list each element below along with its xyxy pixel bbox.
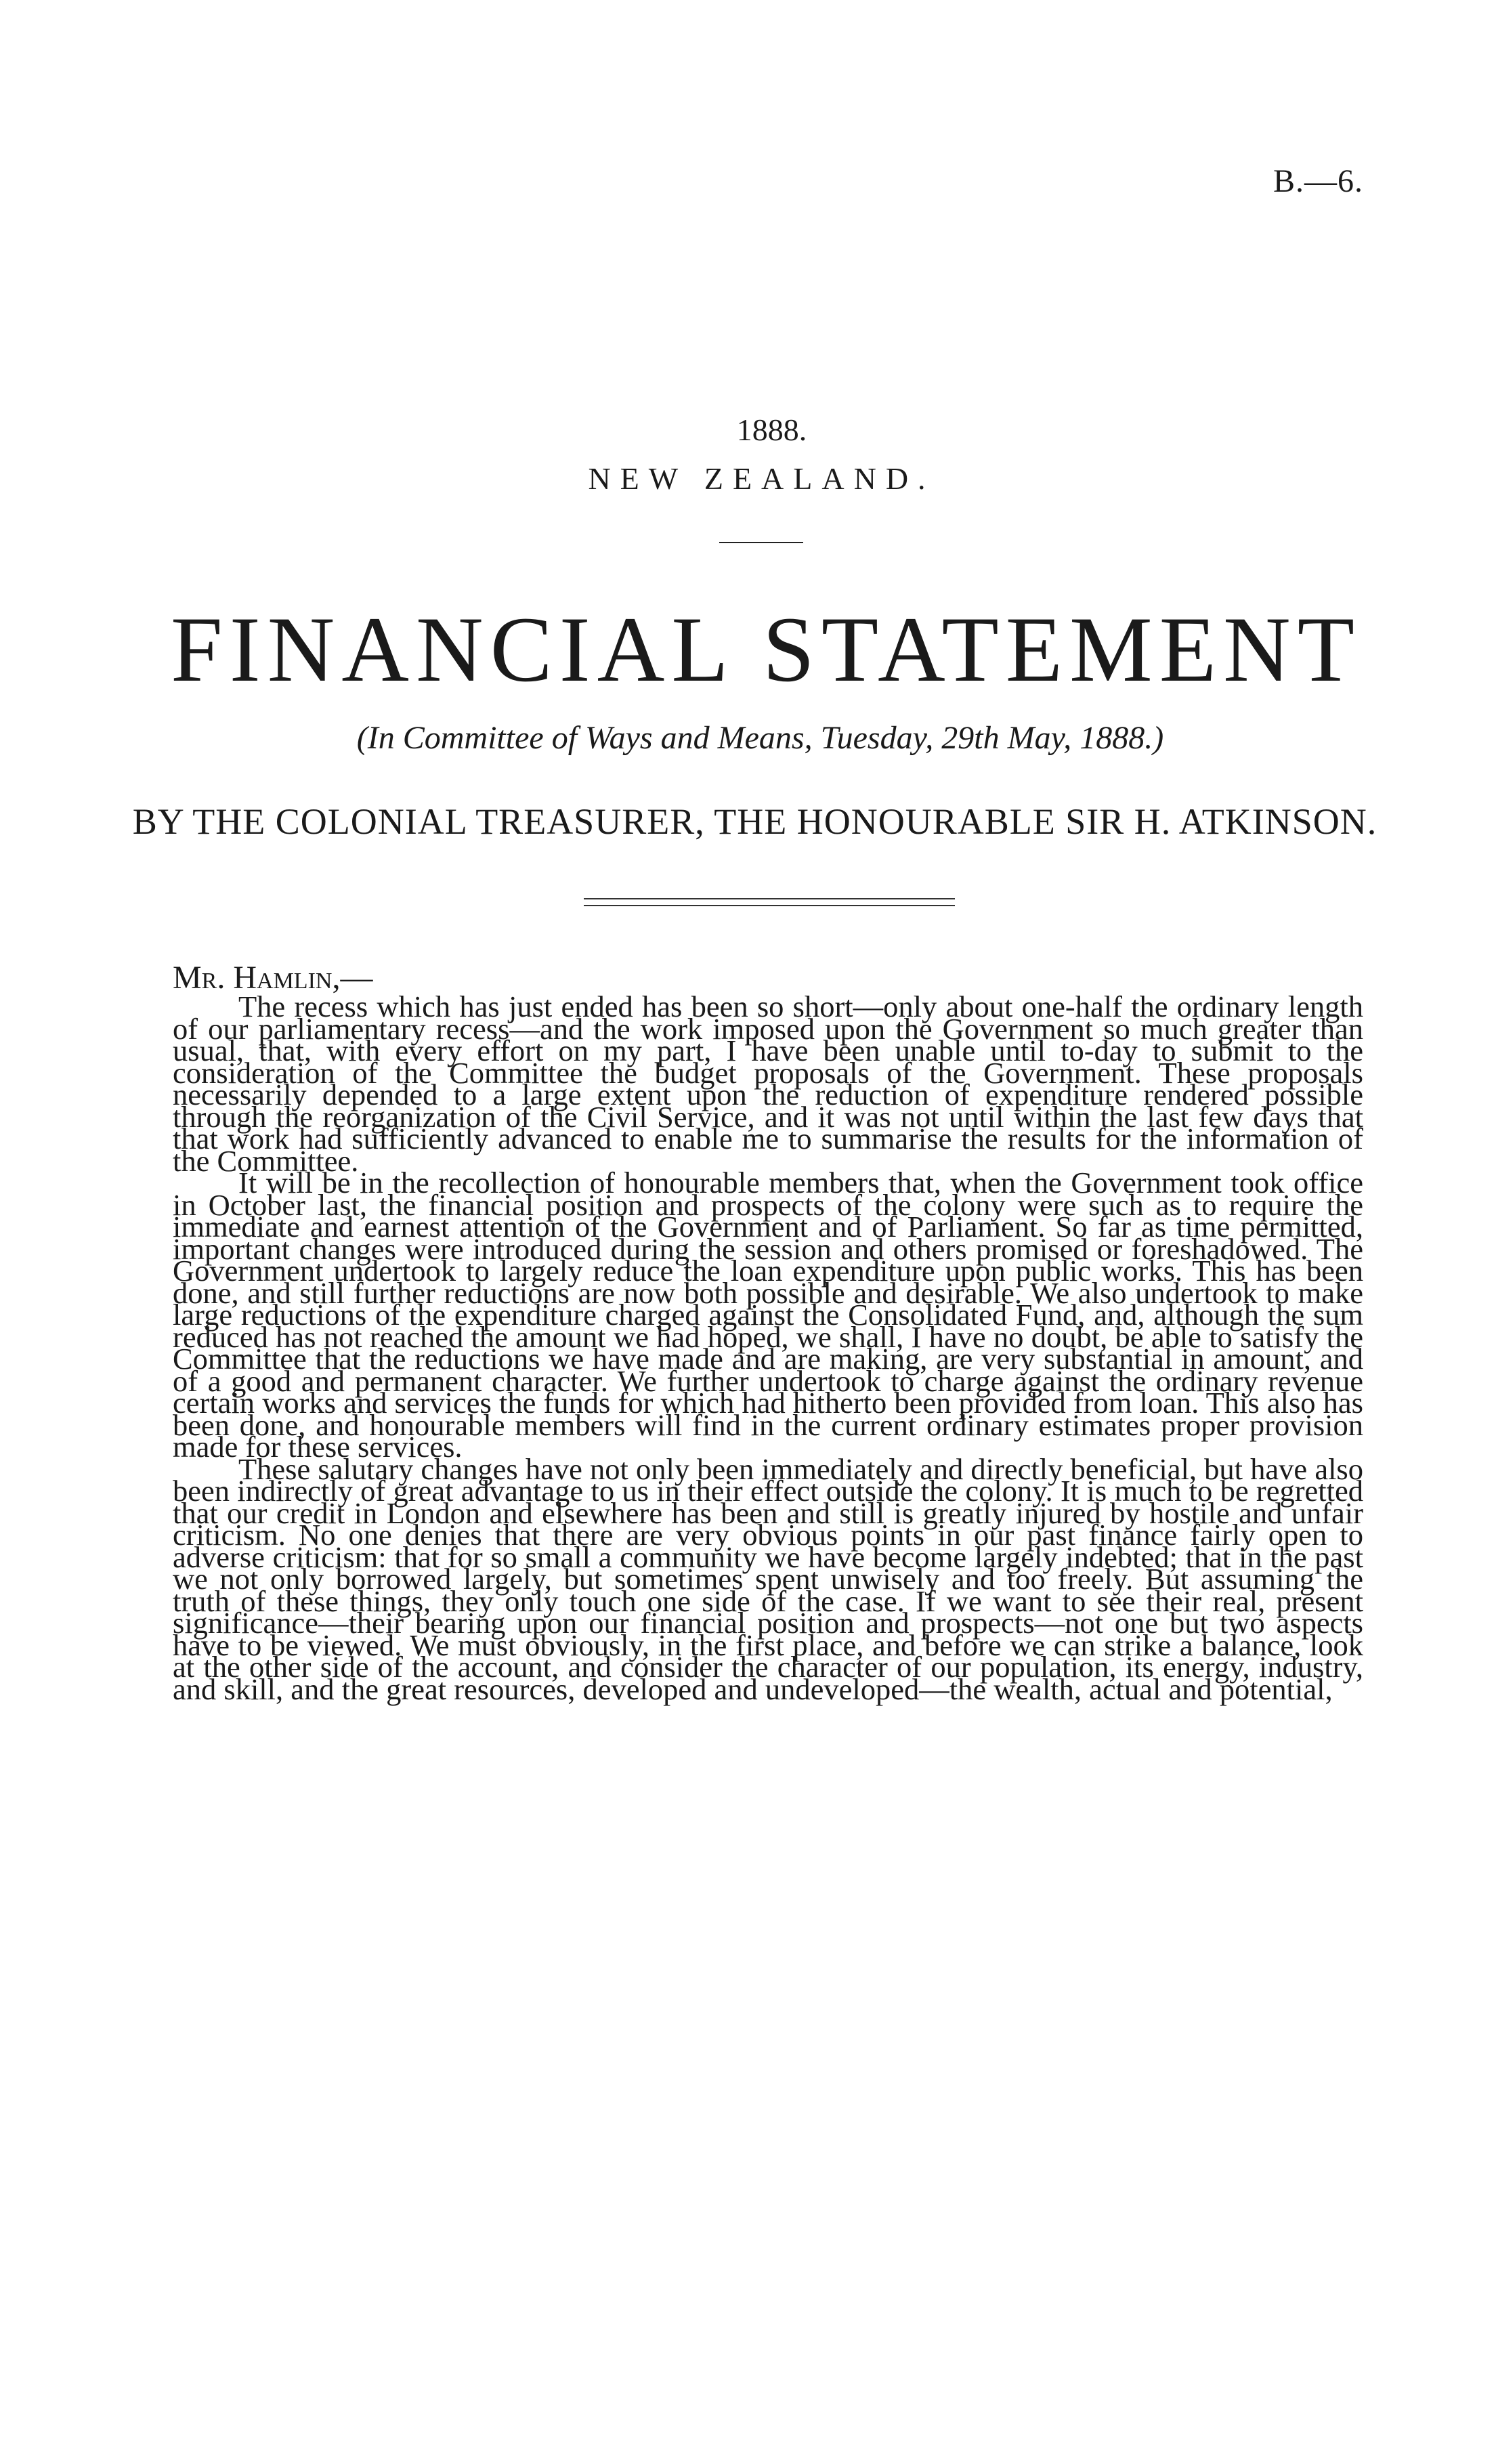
main-title-word-2: STATEMENT: [763, 597, 1361, 701]
byline: BY THE COLONIAL TREASURER, THE HONOURABLE SIR H. ATKINSON.: [132, 801, 1377, 842]
paragraph-3: These salutary changes have not only been immediately and directly beneficial, but have also been indirectly of great advantage to us in their effect outside the colony. It is much to be regretted that our credit in London and elsewhere has been and still is greatly injured by hostile and unfair criticism. No one denies that there are very obvious points in our past finance fairly open to adverse criticism: that for so small a community we have become largely indebted; that in the past we not only borrowed largely, but sometimes spent unwisely and too freely. But assuming the truth of these things, they only touch one side of the case. If we want to see their real, present significance—their bearing upon our financial position and prospects—not one but two aspects have to be viewed. We must obviously, in the first place, and before we can strike a balance, look at the other side of the account, and consider the character of our population, its energy, industry, and skill, and the great resources, developed and undeveloped—the wealth, actual and potential,: [173, 1451, 1363, 1706]
subtitle: (In Committee of Ways and Means, Tuesday, 29th May, 1888.): [356, 720, 1164, 756]
year-heading: 1888.: [736, 412, 807, 447]
paragraph-2: It will be in the recollection of honourable members that, when the Government took office in October last, the financial position and prospects of the colony were such as to require the immediate and earnest attention of the Government and of Parliament. So far as time permitted, important changes were introduced during the session and others promised or foreshadowed. The Government undertook to largely reduce the loan expenditure upon public works. This has been done, and still further reductions are now both possible and desirable. We also undertook to make large reductions of the expenditure charged against the Consolidated Fund, and, although the sum reduced has not reached the amount we had hoped, we shall, I have no doubt, be able to satisfy the Committee that the reductions we have made and are making, are very substantial in amount, and of a good and permanent character. We further undertook to charge against the ordinary revenue certain works and services the funds for which had hitherto been provided from loan. This also has been done, and honourable members will find in the current ordinary estimates proper provision made for these services.: [173, 1166, 1363, 1464]
document-reference: B.—6.: [1273, 163, 1363, 199]
body-text: [173, 990, 1363, 1706]
paragraph-1: The recess which has just ended has been so short—only about one-half the ordinary length of our parliamentary recess—and the work imposed upon the Government so much greater than usual, that, with every effort on my part, I have been unable until to-day to submit to the consideration of the Committee the budget proposals of the Government. These proposals necessarily depended to a large extent upon the reduction of expenditure rendered possible through the reorganization of the Civil Service, and it was not until within the last few days that that work had sufficiently advanced to enable me to summarise the results for the information of the Committee.: [173, 990, 1363, 1178]
country-heading: NEW ZEALAND.: [588, 461, 935, 496]
salutation: Mr. Hamlin,—: [173, 960, 373, 996]
short-divider: [719, 542, 803, 543]
double-divider: [584, 898, 955, 906]
main-title: [171, 597, 1361, 701]
main-title-word-1: FINANCIAL: [171, 597, 735, 701]
